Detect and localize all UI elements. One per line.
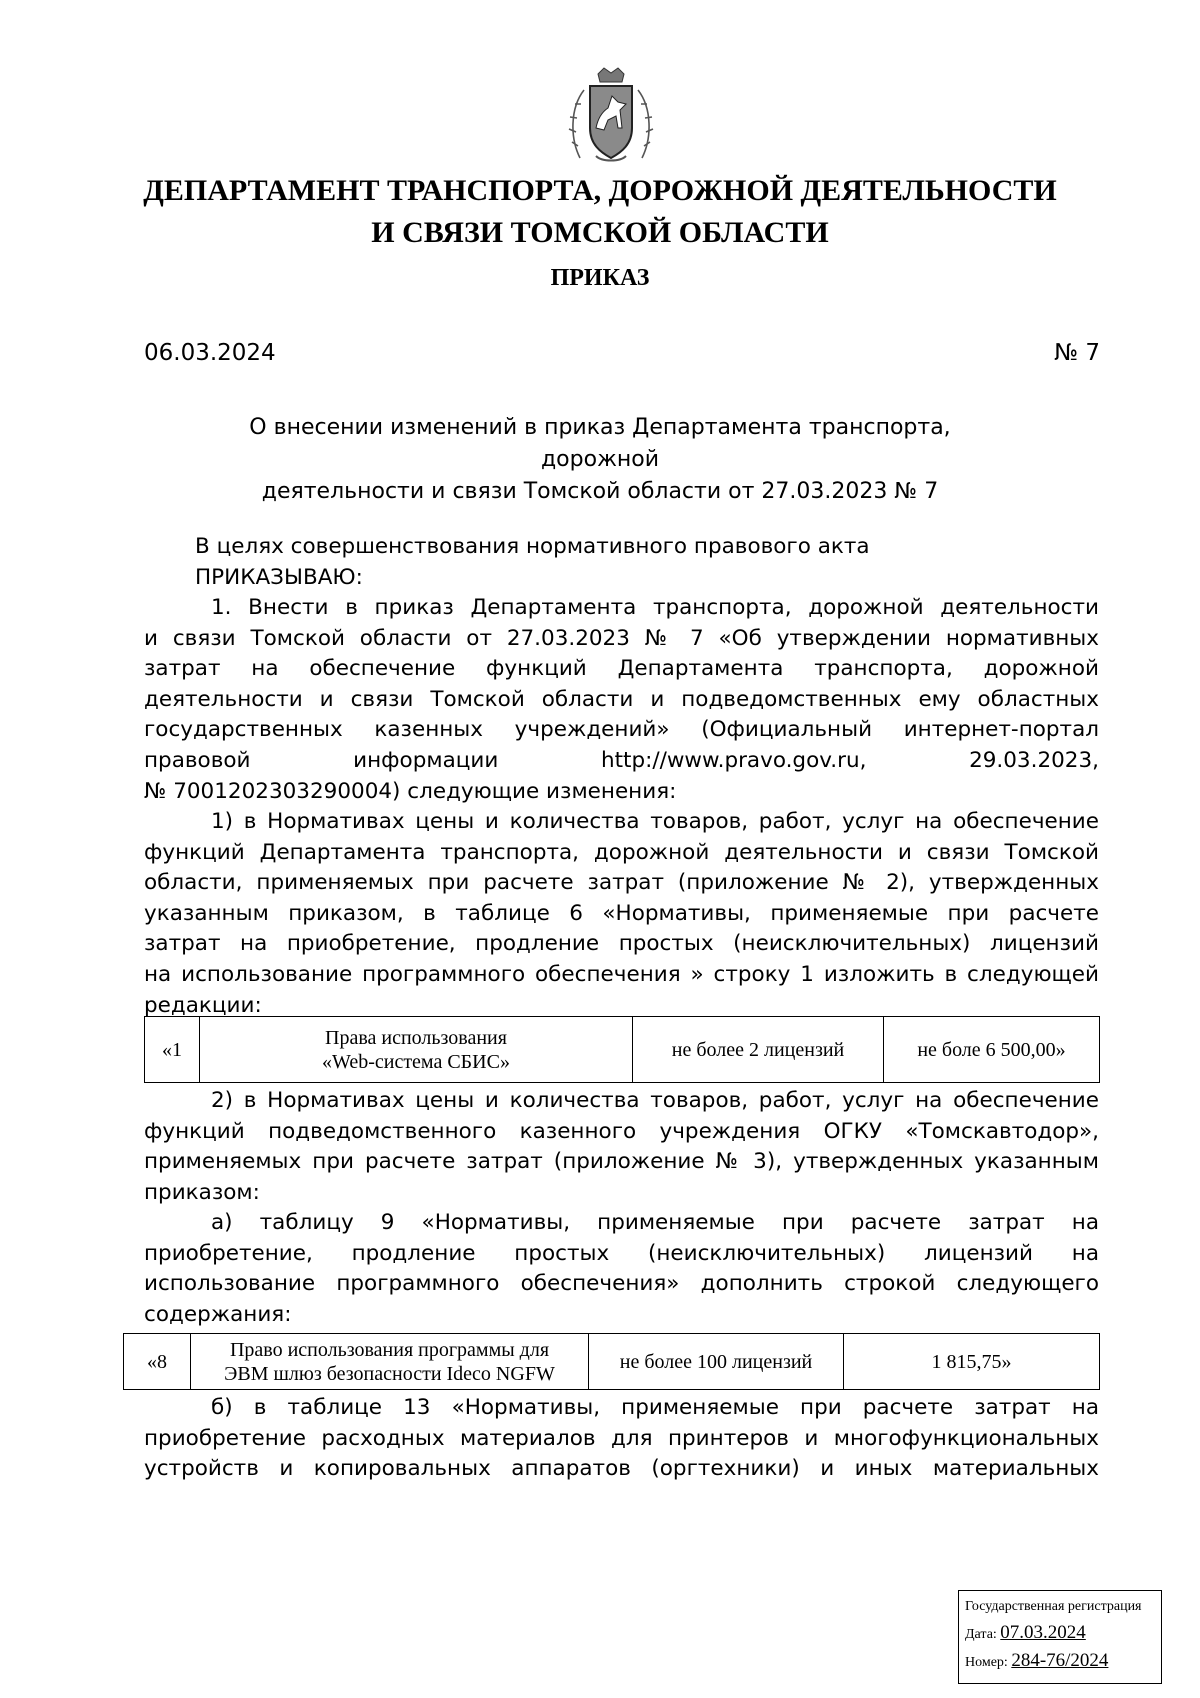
organization-title-line2: И СВЯЗИ ТОМСКОЙ ОБЛАСТИ [371,216,829,249]
paragraph-line: указанным приказом, в таблице 6 «Нормативы, применяемые при расчете [144,900,1099,926]
table-cell-quantity: не более 100 лицензий [589,1334,844,1390]
table-cell-quantity: не более 2 лицензий [633,1017,884,1083]
paragraph-line: деятельности и связи Томской области и подведомственных ему областных [144,686,1099,712]
paragraph-4 [144,1208,1099,1330]
registration-stamp [958,1590,1162,1684]
table-cell-name-line1: Право использования программы для [229,1338,550,1361]
preamble-text: В целях совершенствования нормативного правового акта [195,534,870,559]
table-cell-price: не боле 6 500,00» [884,1017,1100,1083]
paragraph-line: а) таблицу 9 «Нормативы, применяемые при расчете затрат на [211,1210,1099,1235]
paragraph-line: содержания: [144,1301,292,1327]
paragraph-line: государственных казенных учреждений» (Официальный интернет-портал [144,717,1099,743]
paragraph-3 [144,1086,1099,1208]
paragraph-line: 2) в Нормативах цены и количества товаров, работ, услуг на обеспечение [211,1088,1099,1113]
preamble [144,532,1099,593]
stamp-date-label: Дата: [965,1627,997,1642]
paragraph-line: на использование программного обеспечения » строку 1 изложить в следующей [144,961,1099,987]
organization-title-line1: ДЕПАРТАМЕНТ ТРАНСПОРТА, ДОРОЖНОЙ ДЕЯТЕЛЬНОСТИ [143,174,1057,207]
paragraph-line: области, применяемых при расчете затрат (приложение № 2), утвержденных [144,870,1099,896]
subject-line2: деятельности и связи Томской области от 27.03.2023 № 7 [261,479,939,504]
order-number: № 7 [1054,340,1100,366]
paragraph-line: и связи Томской области от 27.03.2023 № 7 «Об утверждении нормативных [144,625,1099,651]
coat-of-arms-emblem [566,66,656,166]
paragraph-line: 1. Внести в приказ Департамента транспорта, дорожной деятельности [211,595,1099,620]
paragraph-line: функций Департамента транспорта, дорожной деятельности и связи Томской [144,839,1099,865]
order-date: 06.03.2024 [144,340,276,366]
subject-line1: О внесении изменений в приказ Департамента транспорта, дорожной [249,415,951,472]
paragraph-line: 1) в Нормативах цены и количества товаров, работ, услуг на обеспечение [211,809,1099,834]
norms-table-1 [144,1016,1100,1083]
paragraph-line: функций подведомственного казенного учреждения ОГКУ «Томскавтодор», [144,1118,1099,1144]
paragraph-line: правовой информации http://www.pravo.gov.ru, 29.03.2023, [144,747,1099,773]
paragraph-line: приобретение, продление простых (неисключительных) лицензий на [144,1240,1099,1266]
paragraph-line: использование программного обеспечения» дополнить строкой следующего [144,1271,1099,1297]
paragraph-line: затрат на приобретение, продление простых (неисключительных) лицензий [144,931,1099,957]
order-subject [200,412,1000,508]
paragraph-2 [144,807,1099,1021]
order-word: ПРИКАЗЫВАЮ: [195,564,363,590]
table-cell-name-line1: Права использования [325,1026,507,1049]
table-cell-name [200,1017,633,1083]
table-row [145,1017,1100,1083]
stamp-date-row [965,1620,1155,1648]
table-cell-number: «1 [145,1017,200,1083]
stamp-number-label: Номер: [965,1655,1008,1670]
paragraph-line: № 7001202303290004) следующие изменения: [144,778,677,804]
stamp-date-value: 07.03.2024 [1000,1622,1086,1643]
paragraph-line: редакции: [144,992,262,1018]
table-cell-name-line2: ЭВМ шлюз безопасности Ideco NGFW [224,1362,555,1385]
table-cell-name-line2: «Web-система СБИС» [322,1050,510,1073]
paragraph-1 [144,593,1099,807]
paragraph-line: приказом: [144,1179,260,1205]
stamp-number-row [965,1648,1155,1676]
paragraph-line: приобретение расходных материалов для принтеров и многофункциональных [144,1425,1099,1451]
norms-table-2 [123,1333,1100,1390]
paragraph-line: применяемых при расчете затрат (приложение № 3), утвержденных указанным [144,1149,1099,1175]
paragraph-line: затрат на обеспечение функций Департамента транспорта, дорожной [144,656,1099,682]
document-type: ПРИКАЗ [550,265,650,291]
table-cell-price: 1 815,75» [844,1334,1100,1390]
paragraph-line: б) в таблице 13 «Нормативы, применяемые при расчете затрат на [211,1395,1099,1420]
table-cell-name [191,1334,589,1390]
table-row [124,1334,1100,1390]
stamp-number-value: 284-76/2024 [1011,1650,1109,1671]
stamp-title: Государственная регистрация [965,1599,1142,1614]
organization-title [0,170,1200,254]
paragraph-line: устройств и копировальных аппаратов (оргтехники) и иных материальных [144,1456,1099,1482]
table-cell-number: «8 [124,1334,191,1390]
paragraph-5 [144,1393,1099,1485]
